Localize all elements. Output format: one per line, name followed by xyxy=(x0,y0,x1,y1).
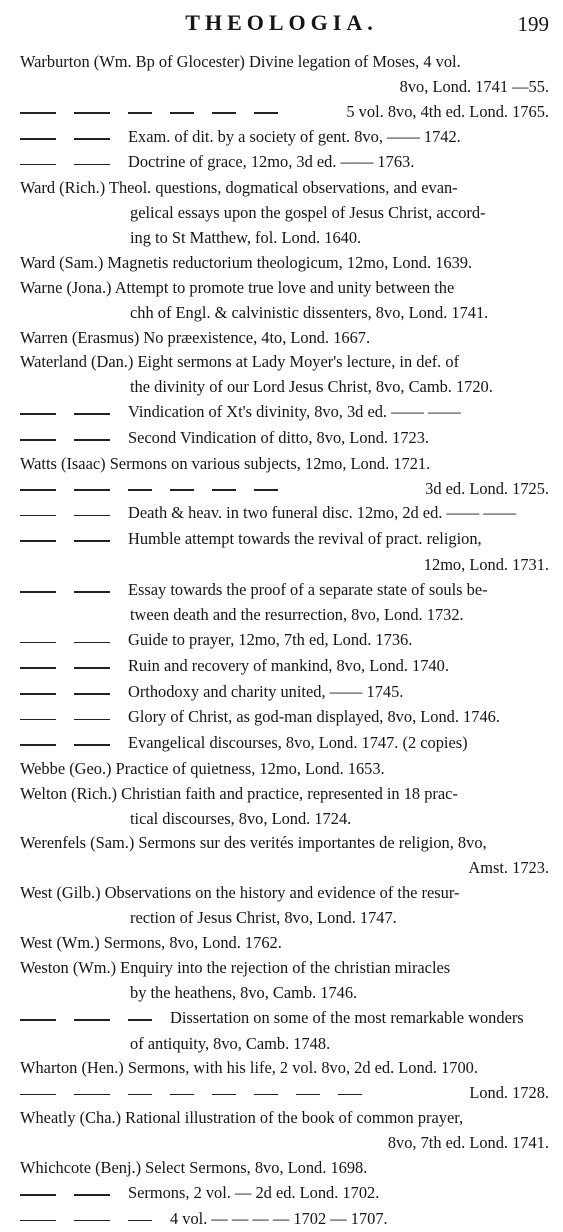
entry-text: Death & heav. in two funeral disc. 12mo, 2d ed. —— —— xyxy=(128,503,517,523)
entry-text: Werenfels (Sam.) Sermons sur des verités importantes de religion, 8vo, xyxy=(20,833,487,853)
ditto-rules xyxy=(20,1007,170,1032)
entry-line xyxy=(0,501,549,527)
entry-text: Essay towards the proof of a separate state of souls be- xyxy=(128,579,488,599)
entry-text: Warren (Erasmus) No præexistence, 4to, Lond. 1667. xyxy=(20,327,371,347)
ditto-rule xyxy=(74,642,110,644)
entry-line xyxy=(0,757,549,782)
entry-line xyxy=(0,1006,549,1032)
entry-text: tween death and the resurrection, 8vo, Lond. 1732. xyxy=(130,605,464,625)
ditto-rule xyxy=(20,591,56,593)
ditto-rule xyxy=(20,138,56,140)
entry-line xyxy=(0,906,549,931)
catalogue-entry xyxy=(0,956,563,1006)
entry-text: Ruin and recovery of mankind, 8vo, Lond. 1740. xyxy=(128,656,449,675)
entry-text: Exam. of dit. by a society of gent. 8vo, —— 1742. xyxy=(128,126,461,146)
entry-line xyxy=(0,1106,549,1131)
entry-text: Guide to prayer, 12mo, 7th ed, Lond. 1736. xyxy=(128,630,413,650)
entry-text: Waterland (Dan.) Eight sermons at Lady Moyer's lecture, in def. of xyxy=(20,352,460,372)
entry-line xyxy=(0,1131,549,1156)
catalogue-entry xyxy=(0,276,563,326)
ditto-rule xyxy=(74,489,110,491)
ditto-rules xyxy=(20,1207,170,1232)
ditto-rule xyxy=(128,489,152,491)
ditto-rule xyxy=(20,413,56,415)
entry-text: Sermons, 2 vol. — 2d ed. Lond. 1702. xyxy=(128,1182,380,1202)
page-title: THEOLOGIA. xyxy=(185,10,378,35)
ditto-rule xyxy=(254,1094,278,1096)
catalogue-entry xyxy=(0,350,563,400)
entry-text: the divinity of our Lord Jesus Christ, 8vo, Camb. 1720. xyxy=(130,377,493,397)
ditto-rule xyxy=(20,1220,56,1222)
entry-text: 12mo, Lond. 1731. xyxy=(423,554,549,574)
ditto-rule xyxy=(20,744,56,746)
entry-line xyxy=(0,654,549,680)
entry-line xyxy=(0,731,549,757)
entry-line xyxy=(0,276,549,301)
ditto-rule xyxy=(128,1220,152,1222)
entry-line xyxy=(0,807,549,832)
ditto-rule xyxy=(74,667,110,669)
entry-text: Webbe (Geo.) Practice of quietness, 12mo, Lond. 1653. xyxy=(20,758,385,778)
entry-text: 8vo, Lond. 1741 —55. xyxy=(399,76,549,96)
entry-line xyxy=(0,100,549,125)
page-header xyxy=(0,10,563,40)
ditto-rules xyxy=(20,579,128,604)
ditto-rule xyxy=(74,439,110,441)
entry-line xyxy=(0,831,549,856)
entry-line xyxy=(0,680,549,706)
catalogue-entry xyxy=(0,100,563,125)
catalogue-entry xyxy=(0,50,563,100)
entry-line xyxy=(0,326,549,351)
ditto-rule xyxy=(20,112,56,114)
ditto-rule xyxy=(74,1019,110,1021)
entry-text: Ward (Sam.) Magnetis reductorium theologicum, 12mo, Lond. 1639. xyxy=(20,252,473,272)
catalogue-entry xyxy=(0,1081,563,1106)
ditto-rule xyxy=(128,112,152,114)
entry-text: Whichcote (Benj.) Select Sermons, 8vo, Lond. 1698. xyxy=(20,1158,368,1178)
ditto-rules xyxy=(20,477,296,502)
catalogue-entry xyxy=(0,1106,563,1156)
ditto-rules xyxy=(20,100,296,125)
catalogue-entry xyxy=(0,578,563,629)
entry-text: Orthodoxy and charity united, —— 1745. xyxy=(128,681,404,701)
catalogue-entry xyxy=(0,527,563,578)
entry-line xyxy=(0,1156,549,1181)
catalogue-entry xyxy=(0,452,563,477)
entry-text: Warburton (Wm. Bp of Glocester) Divine legation of Moses, 4 vol. xyxy=(20,52,461,71)
catalogue-entry xyxy=(0,1156,563,1181)
page-number: 199 xyxy=(517,12,549,36)
ditto-rules xyxy=(20,126,128,151)
entry-line xyxy=(0,628,549,654)
catalogue-entry xyxy=(0,705,563,731)
ditto-rule xyxy=(170,112,194,114)
ditto-rule xyxy=(20,1019,56,1021)
catalogue-entry xyxy=(0,628,563,654)
catalogue-entries xyxy=(0,50,563,1232)
entry-text: ing to St Matthew, fol. Lond. 1640. xyxy=(130,227,362,247)
entry-line xyxy=(0,527,549,553)
ditto-rule xyxy=(20,164,56,166)
entry-text: West (Wm.) Sermons, 8vo, Lond. 1762. xyxy=(20,933,282,953)
ditto-rule xyxy=(74,1220,110,1222)
ditto-rule xyxy=(212,1094,236,1096)
entry-line xyxy=(0,603,549,628)
entry-line xyxy=(0,1081,549,1106)
entry-text: 8vo, 7th ed. Lond. 1741. xyxy=(387,1133,549,1153)
entry-text: chh of Engl. & calvinistic dissenters, 8vo, Lond. 1741. xyxy=(130,302,489,322)
ditto-rule xyxy=(212,489,236,491)
entry-text: Doctrine of grace, 12mo, 3d ed. —— 1763. xyxy=(128,152,415,172)
ditto-rule xyxy=(74,719,110,721)
ditto-rule xyxy=(74,515,110,517)
entry-text: Watts (Isaac) Sermons on various subjects, 12mo, Lond. 1721. xyxy=(20,453,431,473)
ditto-rule xyxy=(170,489,194,491)
ditto-rule xyxy=(128,1094,152,1096)
ditto-rule xyxy=(254,112,278,114)
entry-line xyxy=(0,375,549,400)
entry-text: Evangelical discourses, 8vo, Lond. 1747. (2 copies) xyxy=(128,733,468,753)
ditto-rule xyxy=(254,489,278,491)
entry-line xyxy=(0,301,549,326)
entry-line xyxy=(0,1056,549,1081)
ditto-rule xyxy=(74,138,110,140)
catalogue-entry xyxy=(0,251,563,276)
entry-text: Dissertation on some of the most remarkable wonders xyxy=(170,1007,524,1027)
ditto-rule xyxy=(20,489,56,491)
entry-line xyxy=(0,981,549,1006)
catalogue-entry xyxy=(0,1207,563,1232)
catalogue-entry xyxy=(0,831,563,881)
ditto-rules xyxy=(20,732,128,757)
ditto-rules xyxy=(20,401,128,426)
entry-text: Ward (Rich.) Theol. questions, dogmatical observations, and evan- xyxy=(20,178,458,198)
catalogue-entry xyxy=(0,400,563,426)
entry-line xyxy=(0,150,549,176)
entry-line xyxy=(0,176,549,201)
ditto-rules xyxy=(20,706,128,731)
ditto-rule xyxy=(20,1194,56,1196)
entry-text: 3d ed. Lond. 1725. xyxy=(425,478,549,498)
entry-line xyxy=(0,956,549,981)
catalogue-entry xyxy=(0,1181,563,1207)
entry-line xyxy=(0,1032,549,1057)
ditto-rule xyxy=(74,112,110,114)
ditto-rule xyxy=(74,744,110,746)
entry-line xyxy=(0,856,549,881)
entry-text: tical discourses, 8vo, Lond. 1724. xyxy=(130,808,352,828)
catalogue-entry xyxy=(0,1056,563,1081)
entry-text: Glory of Christ, as god-man displayed, 8vo, Lond. 1746. xyxy=(128,707,500,727)
entry-line xyxy=(0,50,549,75)
catalogue-entry xyxy=(0,501,563,527)
ditto-rule xyxy=(296,1094,320,1096)
entry-text: Weston (Wm.) Enquiry into the rejection of the christian miracles xyxy=(20,958,451,977)
ditto-rules xyxy=(20,1182,128,1207)
catalogue-entry xyxy=(0,931,563,956)
ditto-rules xyxy=(20,655,128,680)
ditto-rule xyxy=(338,1094,362,1096)
entry-text: Lond. 1728. xyxy=(469,1083,549,1103)
entry-line xyxy=(0,477,549,502)
catalogue-entry xyxy=(0,176,563,251)
entry-text: 4 vol. — — — — 1702 — 1707. xyxy=(170,1208,388,1228)
ditto-rules xyxy=(20,629,128,654)
ditto-rule xyxy=(212,112,236,114)
entry-text: by the heathens, 8vo, Camb. 1746. xyxy=(130,982,358,1002)
entry-line xyxy=(0,350,549,375)
ditto-rule xyxy=(20,439,56,441)
catalogue-entry xyxy=(0,654,563,680)
entry-line xyxy=(0,782,549,807)
ditto-rule xyxy=(74,413,110,415)
ditto-rules xyxy=(20,427,128,452)
entry-line xyxy=(0,426,549,452)
catalogue-entry xyxy=(0,1006,563,1057)
ditto-rules xyxy=(20,1081,380,1106)
ditto-rule xyxy=(74,164,110,166)
entry-line xyxy=(0,75,549,100)
entry-text: Second Vindication of ditto, 8vo, Lond. 1723. xyxy=(128,427,430,447)
entry-line xyxy=(0,226,549,251)
entry-line xyxy=(0,553,549,578)
entry-line xyxy=(0,578,549,604)
catalogue-entry xyxy=(0,426,563,452)
entry-line xyxy=(0,705,549,731)
entry-text: rection of Jesus Christ, 8vo, Lond. 1747. xyxy=(130,908,397,928)
ditto-rule xyxy=(20,1094,56,1096)
entry-line xyxy=(0,1207,549,1232)
entry-line xyxy=(0,201,549,226)
entry-line xyxy=(0,251,549,276)
catalogue-entry xyxy=(0,782,563,832)
catalogue-entry xyxy=(0,125,563,151)
catalogue-entry xyxy=(0,326,563,351)
entry-text: Warne (Jona.) Attempt to promote true love and unity between the xyxy=(20,277,455,297)
entry-text: gelical essays upon the gospel of Jesus Christ, accord- xyxy=(130,203,486,222)
entry-line xyxy=(0,1181,549,1207)
catalogue-entry xyxy=(0,881,563,931)
ditto-rules xyxy=(20,151,128,176)
entry-text: Humble attempt towards the revival of pract. religion, xyxy=(128,529,482,549)
catalogue-entry xyxy=(0,731,563,757)
ditto-rules xyxy=(20,502,128,527)
ditto-rules xyxy=(20,528,128,553)
ditto-rules xyxy=(20,680,128,705)
ditto-rule xyxy=(20,667,56,669)
entry-line xyxy=(0,452,549,477)
entry-text: Amst. 1723. xyxy=(468,858,549,878)
ditto-rule xyxy=(170,1094,194,1096)
entry-line xyxy=(0,881,549,906)
entry-text: of antiquity, 8vo, Camb. 1748. xyxy=(130,1033,331,1053)
catalogue-entry xyxy=(0,150,563,176)
entry-line xyxy=(0,400,549,426)
ditto-rule xyxy=(74,1194,110,1196)
ditto-rule xyxy=(74,591,110,593)
catalogue-entry xyxy=(0,680,563,706)
ditto-rule xyxy=(74,693,110,695)
ditto-rule xyxy=(20,642,56,644)
entry-line xyxy=(0,125,549,151)
entry-text: Wheatly (Cha.) Rational illustration of the book of common prayer, xyxy=(20,1108,464,1128)
ditto-rule xyxy=(74,1094,110,1096)
ditto-rule xyxy=(20,515,56,517)
entry-text: Welton (Rich.) Christian faith and practice, represented in 18 prac- xyxy=(20,783,458,803)
ditto-rule xyxy=(20,540,56,542)
ditto-rule xyxy=(74,540,110,542)
entry-text: West (Gilb.) Observations on the history and evidence of the resur- xyxy=(20,883,460,903)
entry-line xyxy=(0,931,549,956)
catalogue-entry xyxy=(0,477,563,502)
entry-text: Vindication of Xt's divinity, 8vo, 3d ed. —— —— xyxy=(128,402,461,422)
entry-text: 5 vol. 8vo, 4th ed. Lond. 1765. xyxy=(346,101,549,121)
ditto-rule xyxy=(20,719,56,721)
ditto-rule xyxy=(20,693,56,695)
ditto-rule xyxy=(128,1019,152,1021)
entry-text: Wharton (Hen.) Sermons, with his life, 2 vol. 8vo, 2d ed. Lond. 1700. xyxy=(20,1058,478,1078)
catalogue-entry xyxy=(0,757,563,782)
